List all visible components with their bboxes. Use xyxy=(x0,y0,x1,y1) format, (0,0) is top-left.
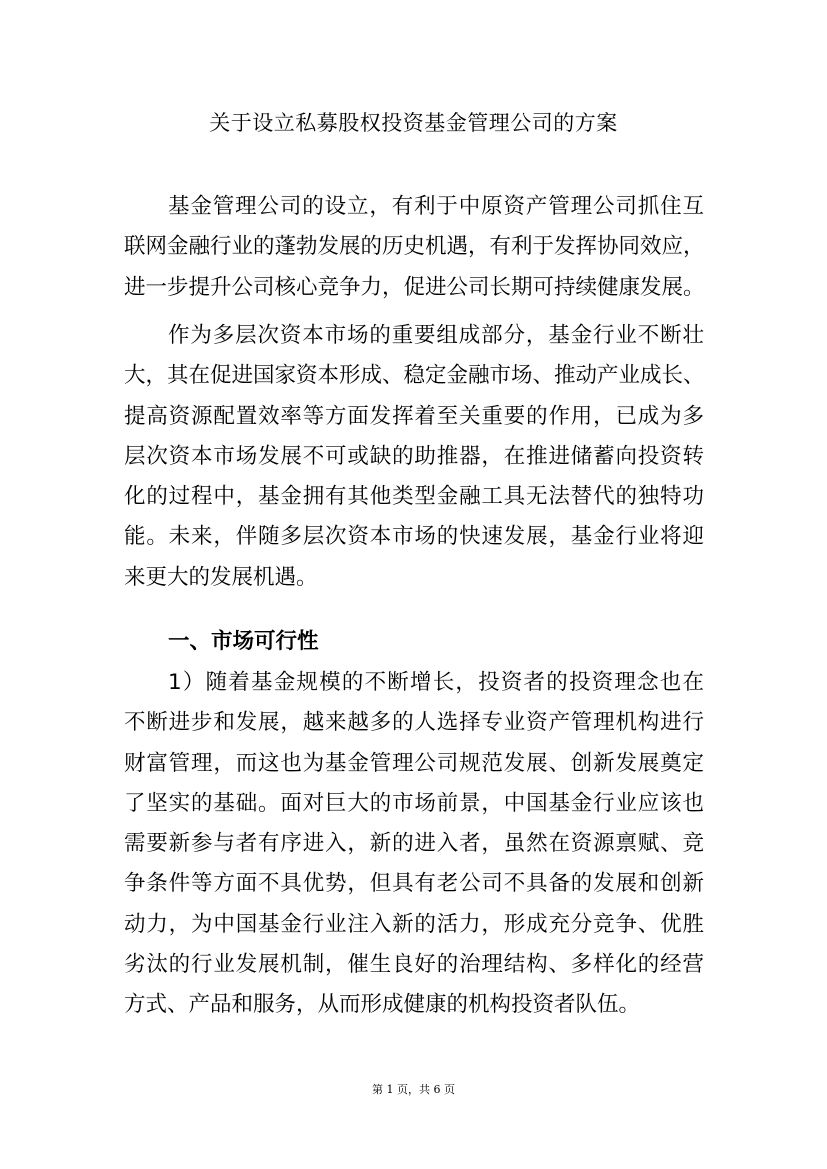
paragraph-line: 了坚实的基础。面对巨大的市场前景，中国基金行业应该也 xyxy=(124,790,704,816)
paragraph-line: 联网金融行业的蓬勃发展的历史机遇，有利于发挥协同效应， xyxy=(124,234,705,260)
page-number-footer: 第 1 页，共 6 页 xyxy=(372,1083,455,1096)
document-title: 关于设立私募股权投资基金管理公司的方案 xyxy=(209,111,618,135)
paragraph-line: 劣汰的行业发展机制，催生良好的治理结构、多样化的经营 xyxy=(124,952,704,978)
paragraph-line: 财富管理，而这也为基金管理公司规范发展、创新发展奠定 xyxy=(124,750,704,776)
paragraph-line: 不断进步和发展，越来越多的人选择专业资产管理机构进行 xyxy=(124,710,704,736)
paragraph-line: 基金管理公司的设立，有利于中原资产管理公司抓住互 xyxy=(168,194,704,219)
paragraph-line: 需要新参与者有序进入，新的进入者，虽然在资源禀赋、竞 xyxy=(124,831,704,857)
paragraph-1 xyxy=(124,187,704,308)
paragraph-line: 方式、产品和服务，从而形成健康的机构投资者队伍。 xyxy=(124,992,641,1018)
paragraph-2 xyxy=(124,316,704,598)
paragraph-line: 进一步提升公司核心竞争力，促进公司长期可持续健康发展。 xyxy=(124,274,705,300)
paragraph-line: 化的过程中，基金拥有其他类型金融工具无法替代的独特功 xyxy=(124,484,704,510)
paragraph-line: 能。未来，伴随多层次资本市场的快速发展，基金行业将迎 xyxy=(124,524,704,550)
paragraph-line: 大，其在促进国家资本形成、稳定金融市场、推动产业成长、 xyxy=(124,363,705,389)
paragraph-line: 层次资本市场发展不可或缺的助推器，在推进储蓄向投资转 xyxy=(124,443,704,469)
paragraph-line: 1）随着基金规模的不断增长，投资者的投资理念也在 xyxy=(168,670,704,695)
paragraph-line: 动力，为中国基金行业注入新的活力，形成充分竞争、优胜 xyxy=(124,911,704,937)
paragraph-3 xyxy=(124,663,704,1026)
paragraph-line: 来更大的发展机遇。 xyxy=(124,564,318,590)
section-heading xyxy=(124,622,704,662)
paragraph-line: 争条件等方面不具优势，但具有老公司不具备的发展和创新 xyxy=(124,871,704,897)
paragraph-line: 提高资源配置效率等方面发挥着至关重要的作用，已成为多 xyxy=(124,403,704,429)
section-heading-text: 一、市场可行性 xyxy=(168,629,319,654)
paragraph-line: 作为多层次资本市场的重要组成部分，基金行业不断壮 xyxy=(168,323,704,348)
